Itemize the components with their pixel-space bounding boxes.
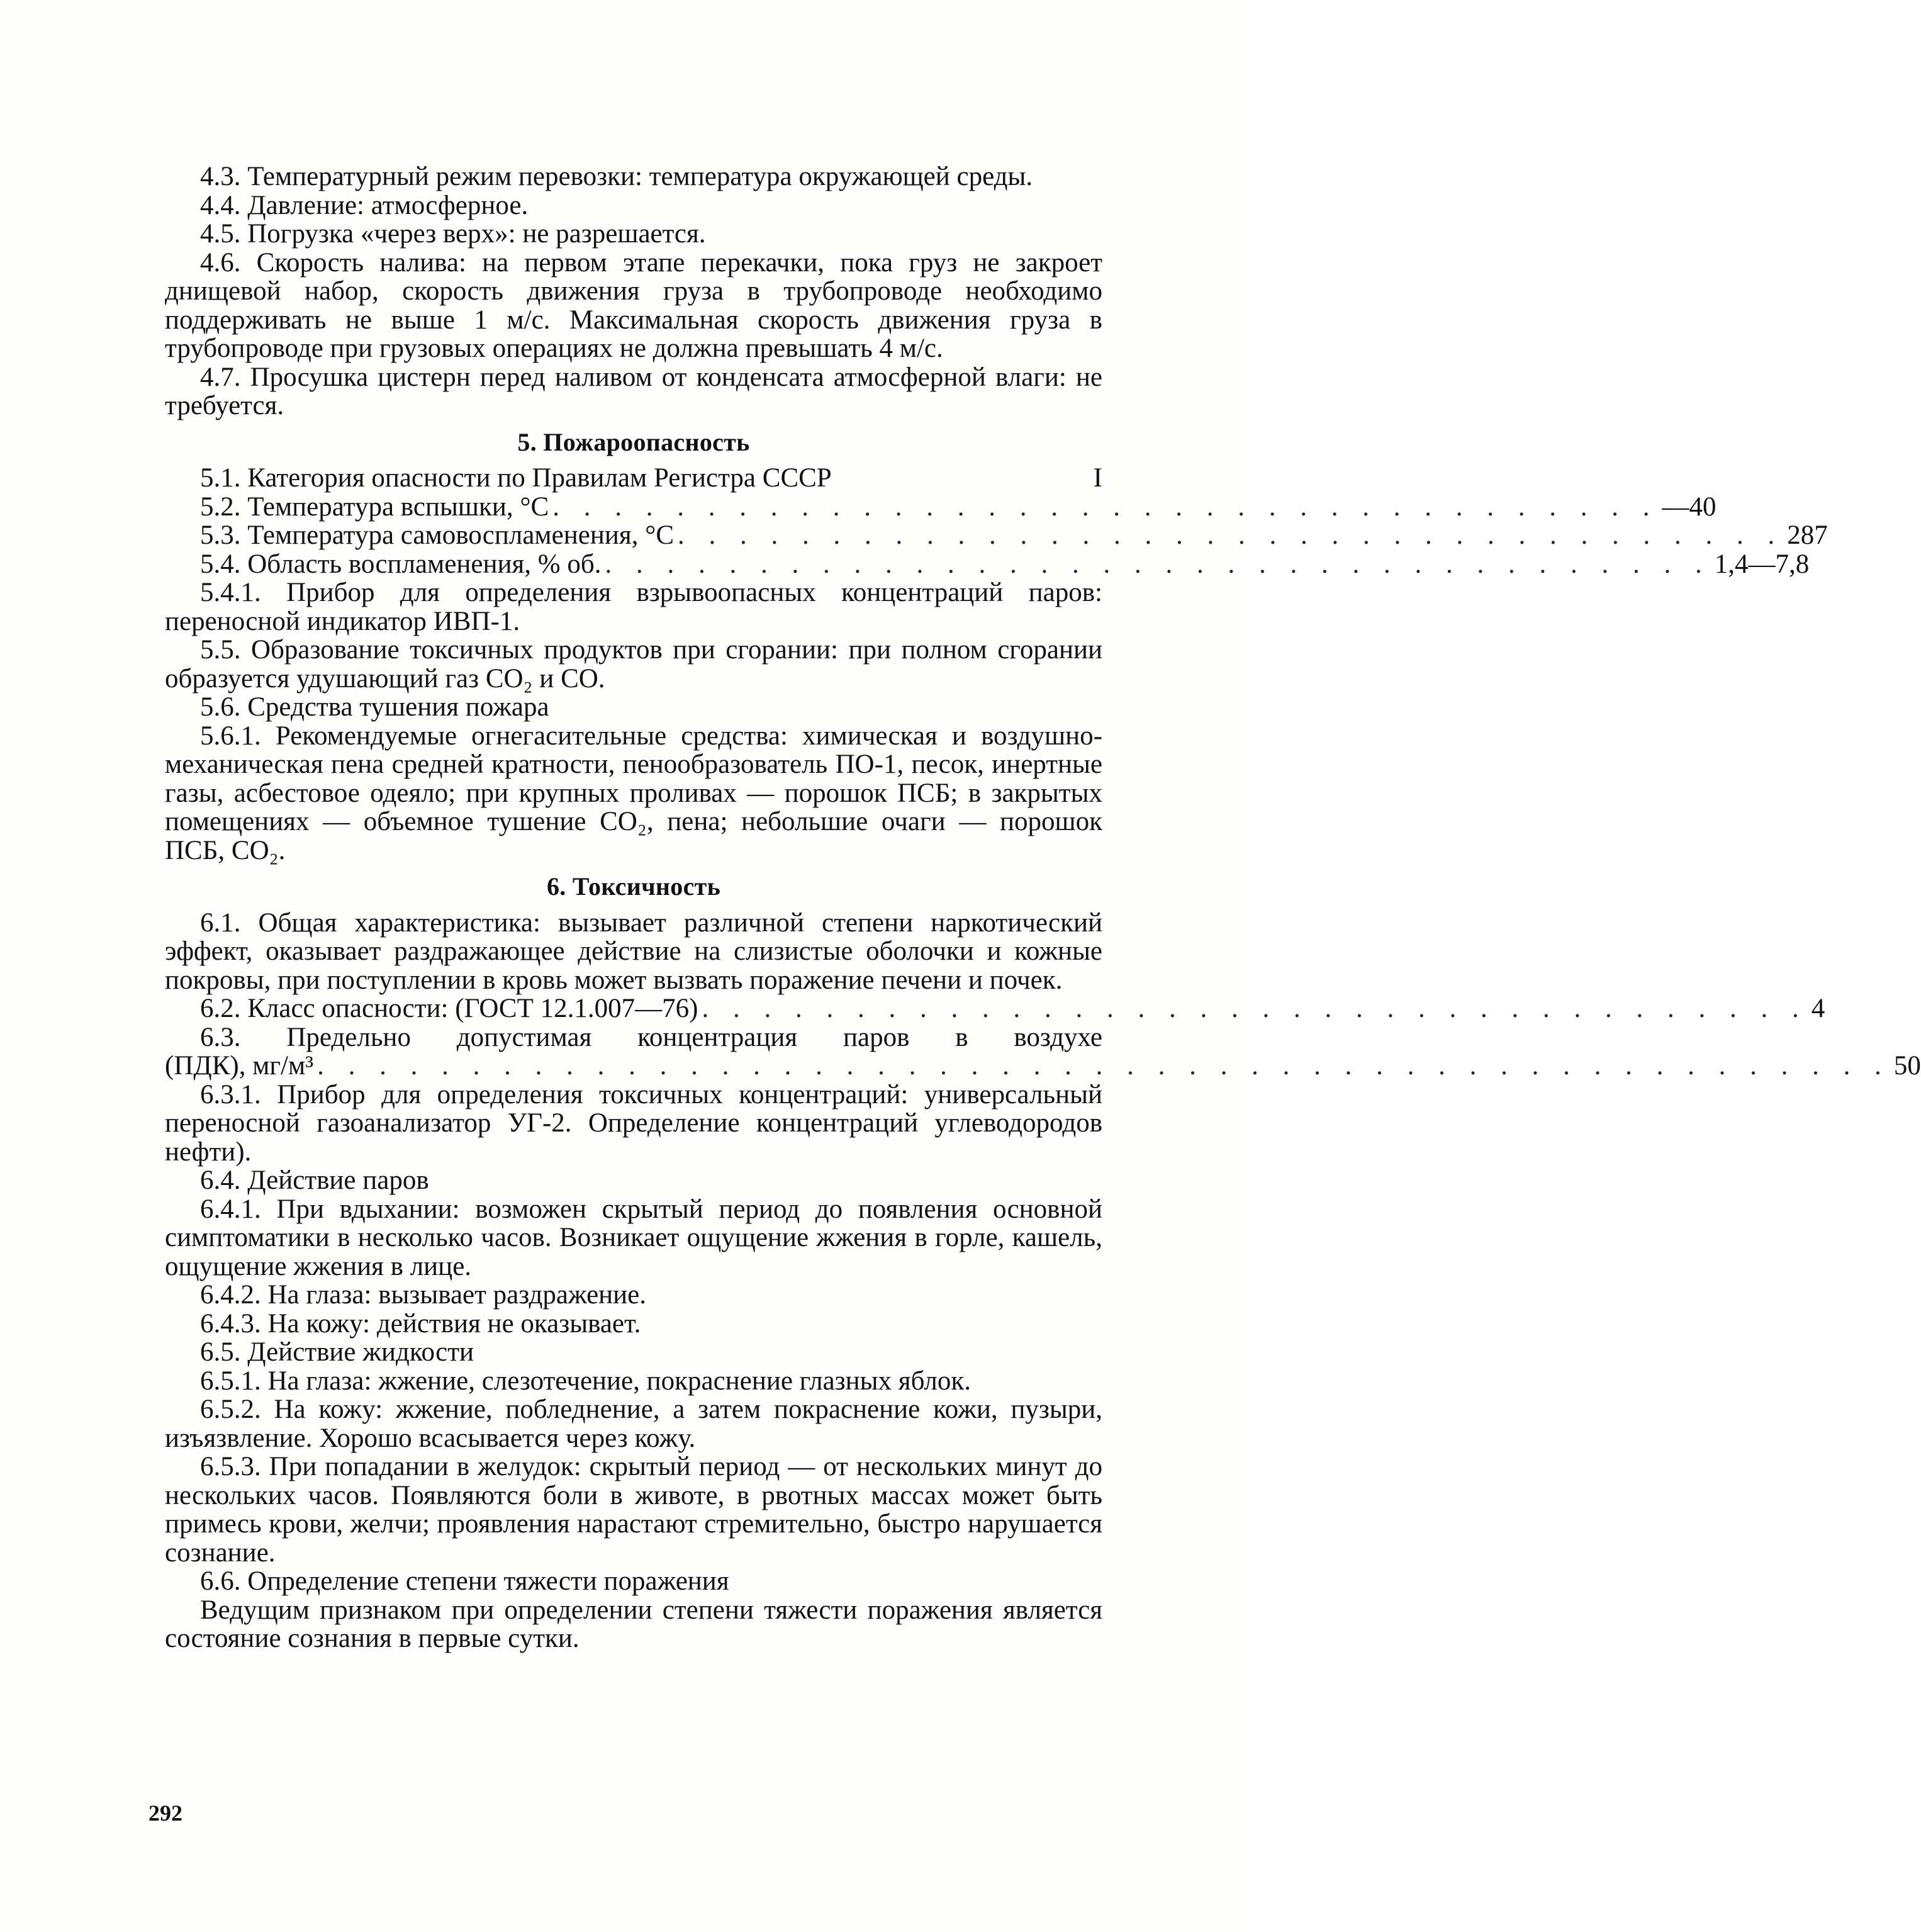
row-5-4-label: 5.4. Область воспламенения, % об. bbox=[200, 549, 602, 579]
row-5-3-label: 5.3. Температура самовоспламенения, °С bbox=[200, 520, 675, 550]
paragraph-6-6: 6.6. Определение степени тяжести поражения bbox=[200, 1566, 729, 1596]
row-6-2-label: 6.2. Класс опасности: (ГОСТ 12.1.007—76) bbox=[200, 994, 698, 1023]
paragraph-4-4: 4.4. Давление: атмосферное. bbox=[200, 190, 529, 220]
row-5-1 bbox=[165, 464, 1102, 493]
paragraph-6-5-3: 6.5.3. При попадании в желудок: скрытый период — от нескольких минут до нескольких часов. Появляются боли в животе, в рвотных массах может быть примесь крови, желчи; проявления нарастают стремительно, быстро нарушается сознание. bbox=[165, 1452, 1102, 1568]
paragraph-5-6-1: 5.6.1. Рекомендуемые огнегасительные средства: химическая и воздушно-механическая пена средней кратности, пенообразователь ПО-1, песок, инертные газы, асбестовое одеяло; при крупных проливах — порошок ПСБ; в закрытых помещениях — объемное тушение CO₂, пена; небольшие очаги — порошок ПСБ, CO₂. bbox=[165, 721, 1102, 865]
dot-leader: . . . . . . . . . . . . . . . . . . . . . . . . . . . . . . . . . . . . bbox=[605, 549, 1711, 579]
row-5-2-label: 5.2. Температура вспышки, °С bbox=[200, 491, 549, 522]
row-5-4 bbox=[165, 549, 1810, 579]
paragraph-6-1: 6.1. Общая характеристика: вызывает различной степени наркотический эффект, оказывает раздражающее действие на слизистые оболочки и кожные покровы, при поступлении в кровь может вызвать поражение печени и почек. bbox=[165, 907, 1102, 995]
row-5-1-label: 5.1. Категория опасности по Правилам Регистра СССР bbox=[200, 463, 832, 493]
paragraph-4-3: 4.3. Температурный режим перевозки: температура окружающей среды. bbox=[200, 162, 1033, 191]
dot-leader: . . . . . . . . . . . . . . . . . . . . . . . . . . . . . . . . . . . . bbox=[702, 994, 1808, 1023]
paragraph-6-4-2: 6.4.2. На глаза: вызывает раздражение. bbox=[200, 1280, 647, 1310]
paragraph-6-4-3: 6.4.3. На кожу: действия не оказывает. bbox=[200, 1308, 641, 1339]
row-6-2 bbox=[165, 994, 1825, 1023]
text-column bbox=[165, 162, 1921, 1653]
paragraph-6-5-2: 6.5.2. На кожу: жжение, побледнение, а затем покраснение кожи, пузыри, изъязвление. Хорошо всасывается через кожу. bbox=[165, 1395, 1102, 1453]
section-heading-toxicity: 6. Токсичность bbox=[546, 872, 721, 901]
dot-leader: . . . . . . . . . . . . . . . . . . . . . . . . . . . . . . . . . . . . . . . . . . . . . . . . . . . bbox=[317, 1051, 1890, 1081]
section-heading-fire-hazard: 5. Пожароопасность bbox=[517, 427, 750, 456]
paragraph-5-4-1: 5.4.1. Прибор для определения взрывоопасных концентраций паров: переносной индикатор ИВП-1. bbox=[165, 578, 1102, 636]
paragraph-5-5: 5.5. Образование токсичных продуктов при сгорании: при полном сгорании образуется удушающий газ CO₂ и CO. bbox=[165, 635, 1102, 694]
paragraph-4-5: 4.5. Погрузка «через верх»: не разрешается. bbox=[200, 219, 706, 249]
row-6-2-value: 4 bbox=[1811, 994, 1825, 1023]
dot-leader: . . . . . . . . . . . . . . . . . . . . . . . . . . . . . . . . . . . . bbox=[552, 491, 1659, 522]
row-5-3 bbox=[165, 520, 1828, 550]
paragraph-4-6: 4.6. Скорость налива: на первом этапе перекачки, пока груз не закроет днищевой набор, скорость движения груза в трубопроводе необходимо поддерживать не выше 1 м/с. Максимальная скорость движения груза в трубопроводе при грузовых операциях не должна превышать 4 м/с. bbox=[165, 247, 1102, 363]
row-5-3-value: 287 bbox=[1787, 520, 1828, 550]
row-5-2 bbox=[165, 491, 1717, 522]
row-6-3 bbox=[165, 1051, 1921, 1081]
paragraph-5-6: 5.6. Средства тушения пожара bbox=[200, 692, 549, 722]
row-5-4-value: 1,4—7,8 bbox=[1714, 549, 1810, 579]
row-5-1-value: I bbox=[1093, 463, 1102, 493]
paragraph-6-5: 6.5. Действие жидкости bbox=[200, 1337, 474, 1367]
row-5-2-value: —40 bbox=[1662, 491, 1717, 522]
paragraph-6-4-1: 6.4.1. При вдыхании: возможен скрытый период до появления основной симптоматики в несколько часов. Возникает ощущение жжения в горле, кашель, ощущение жжения в лице. bbox=[165, 1194, 1102, 1281]
row-6-3-label: (ПДК), мг/м³ bbox=[165, 1051, 314, 1081]
row-6-3-value: 50 bbox=[1893, 1051, 1921, 1081]
page-number: 292 bbox=[148, 1800, 182, 1826]
paragraph-6-5-1: 6.5.1. На глаза: жжение, слезотечение, покраснение глазных яблок. bbox=[200, 1366, 971, 1396]
paragraph-6-4: 6.4. Действие паров bbox=[200, 1165, 429, 1195]
dot-leader: . . . . . . . . . . . . . . . . . . . . . . . . . . . . . . . . . . . . bbox=[678, 520, 1784, 550]
paragraph-final: Ведущим признаком при определении степени тяжести поражения является состояние сознания в первые сутки. bbox=[165, 1595, 1102, 1653]
paragraph-4-7: 4.7. Просушка цистерн перед наливом от конденсата атмосферной влаги: не требуется. bbox=[165, 362, 1102, 420]
paragraph-6-3: 6.3. Предельно допустимая концентрация паров в воздухе bbox=[200, 1022, 1102, 1052]
paragraph-6-3-1: 6.3.1. Прибор для определения токсичных концентраций: универсальный переносной газоанализатор УГ-2. Определение концентраций углеводородов нефти). bbox=[165, 1079, 1102, 1167]
